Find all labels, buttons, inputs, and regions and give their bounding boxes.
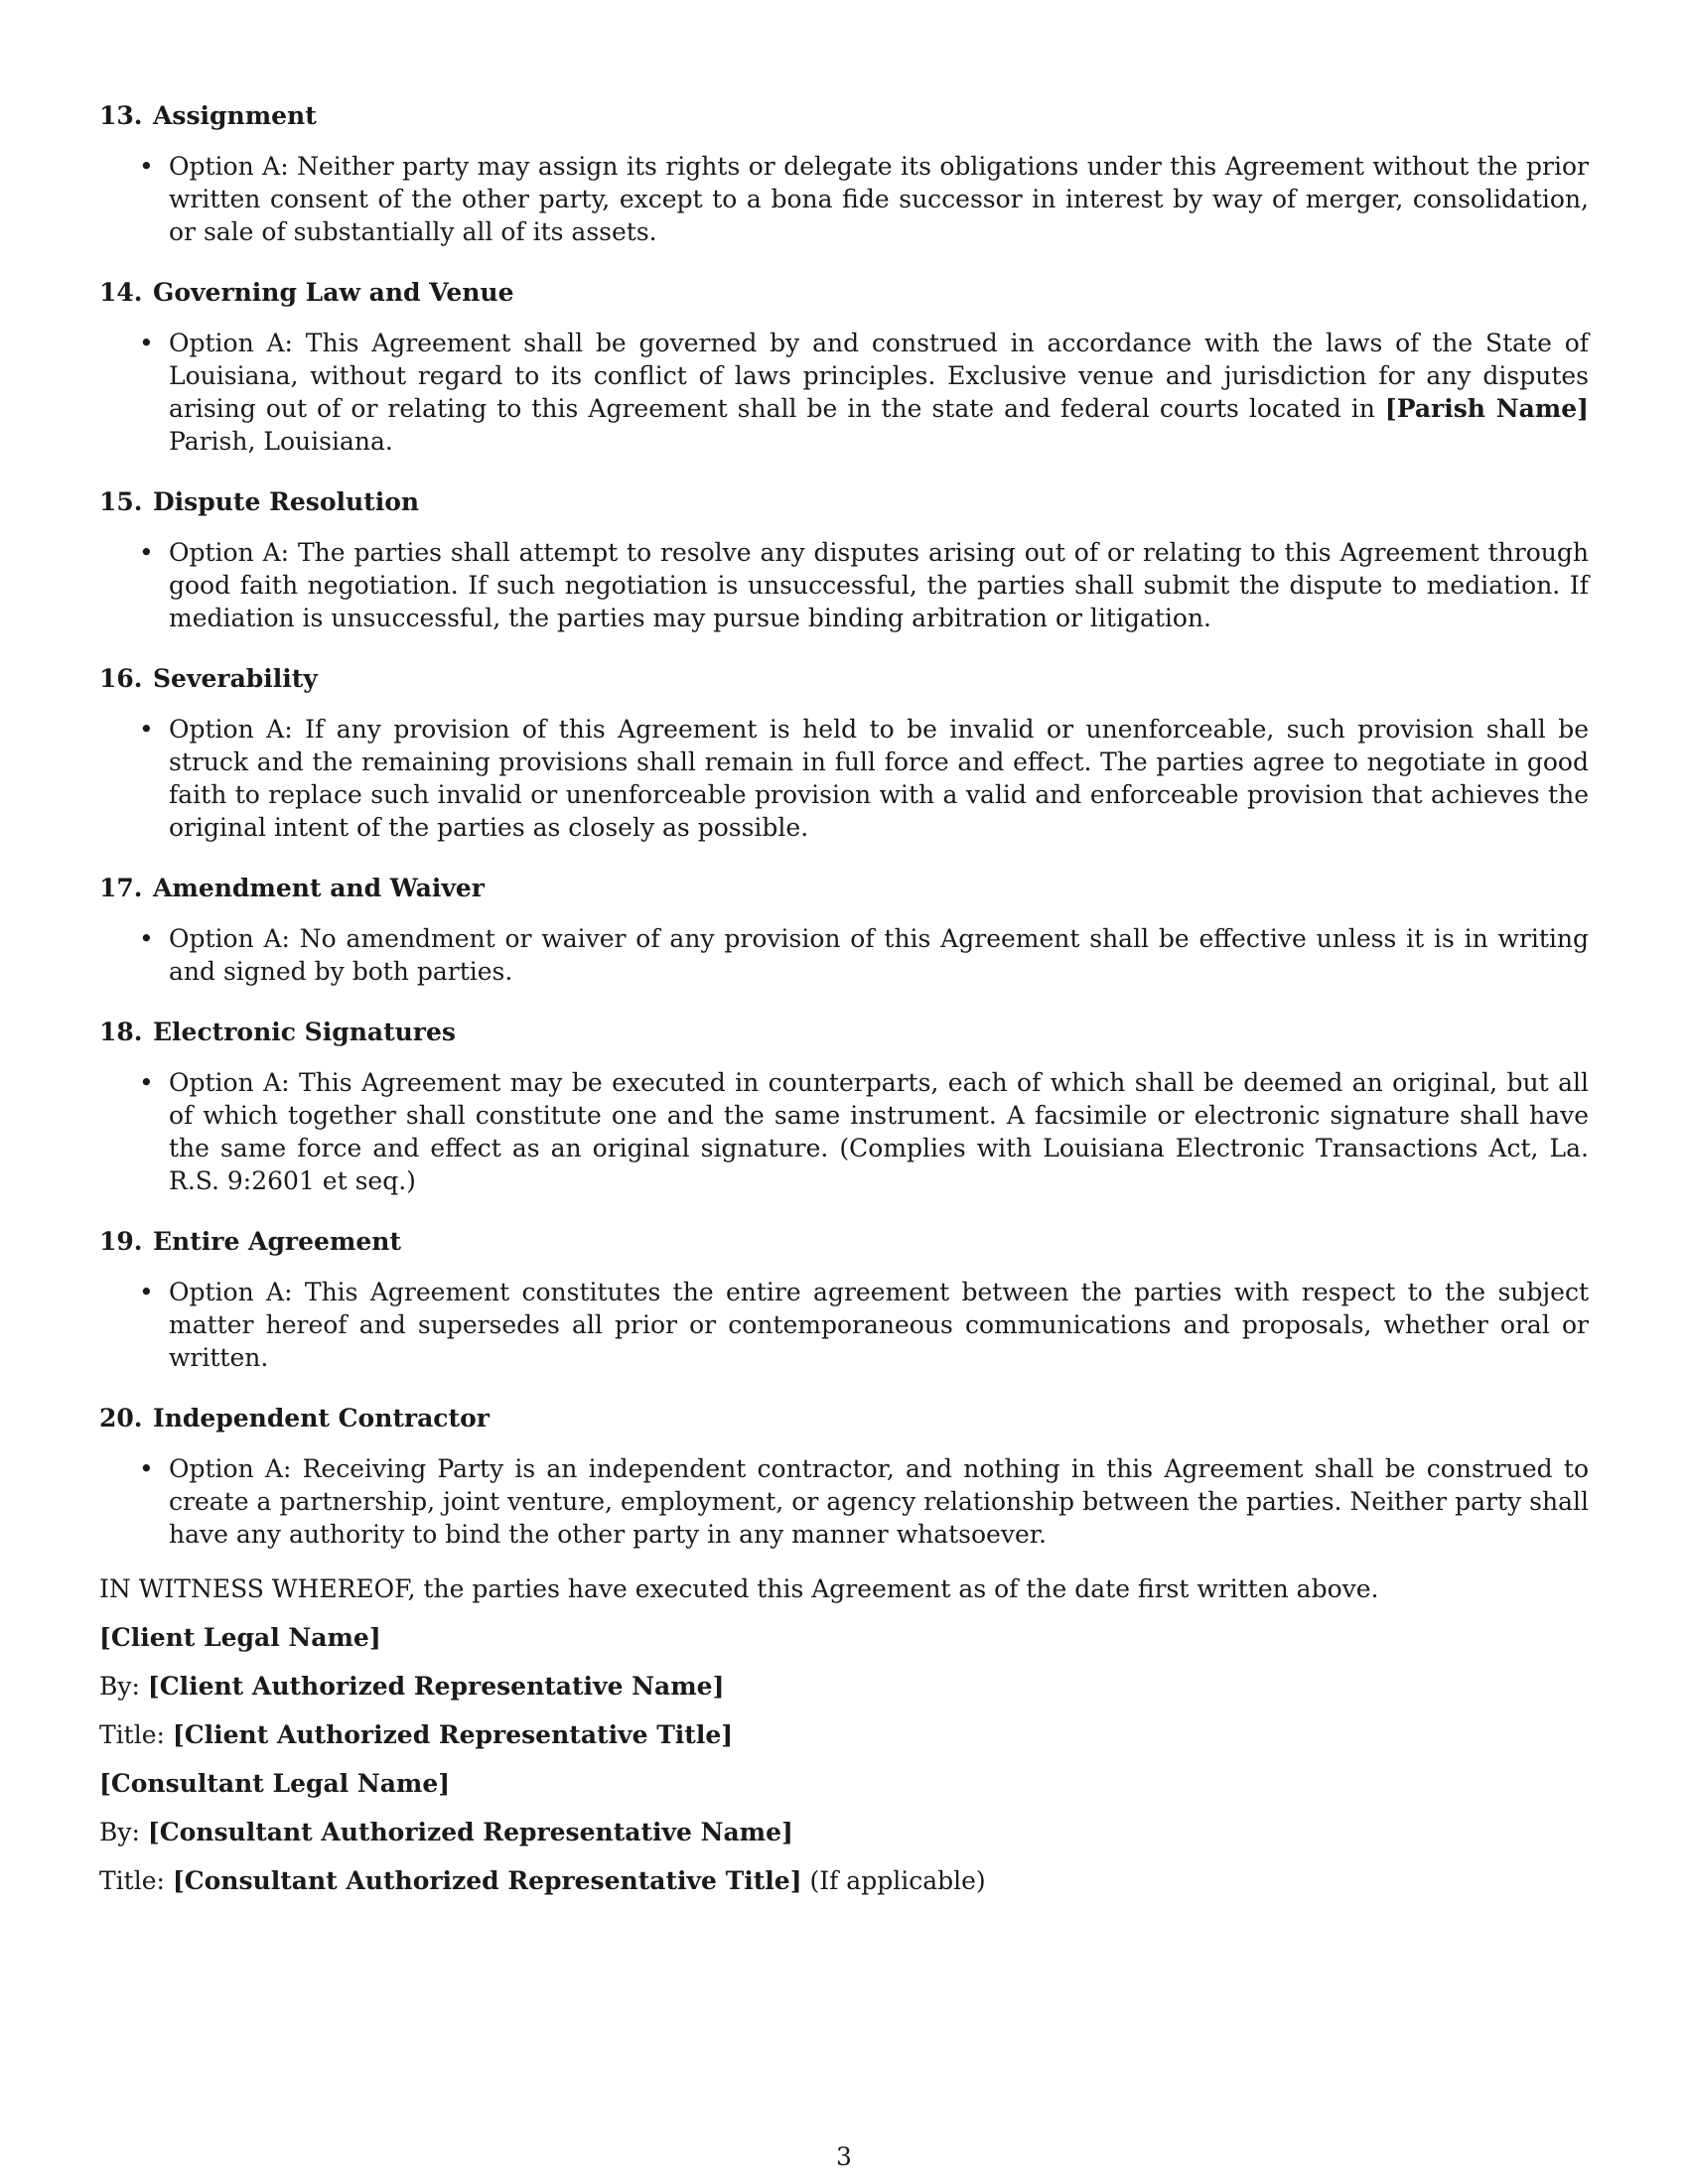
option-list <box>99 1276 1589 1374</box>
option-item: • Option A: No amendment or waiver of any provision of this Agreement shall be effective unless it is in writing and signed by both parties. <box>99 922 1589 988</box>
option-list <box>99 536 1589 634</box>
section-heading: 13. Assignment <box>99 101 317 130</box>
page-number: 3 <box>836 2142 852 2171</box>
option-item: • Option A: This Agreement may be executed in counterparts, each of which shall be deemed an original, but all of which together shall constitute one and the same instrument. A facsimile or electronic signature shall have the same force and effect as an original signature. (Complies with Louisiana Electronic Transactions Act, La. R.S. 9:2601 et seq.) <box>99 1066 1589 1197</box>
section-severability <box>99 662 1589 844</box>
section-dispute-resolution <box>99 485 1589 634</box>
option-list <box>99 1452 1589 1551</box>
consultant-by-line: By: [Consultant Authorized Representative Name] <box>99 1818 793 1846</box>
section-amendment-waiver <box>99 872 1589 988</box>
section-entire-agreement <box>99 1225 1589 1374</box>
document-page <box>99 99 1589 1913</box>
section-assignment <box>99 99 1589 248</box>
client-title-line: Title: [Client Authorized Representative Title] <box>99 1720 734 1749</box>
option-list <box>99 1066 1589 1197</box>
option-item: • Option A: The parties shall attempt to resolve any disputes arising out of or relating to this Agreement through good faith negotiation. If such negotiation is unsuccessful, the parties shall submit the dispute to mediation. If mediation is unsuccessful, the parties may pursue binding arbitration or litigation. <box>99 536 1589 634</box>
option-item: • Option A: This Agreement shall be governed by and construed in accordance with the laws of the State of Louisiana, without regard to its conflict of laws principles. Exclusive venue and jurisdiction for any disputes arising out of or relating to this Agreement shall be in the state and federal courts located in [Parish Name] Parish, Louisiana. <box>99 327 1589 458</box>
option-list <box>99 713 1589 844</box>
option-list <box>99 327 1589 458</box>
section-heading: 18. Electronic Signatures <box>99 1018 456 1046</box>
section-heading: 14. Governing Law and Venue <box>99 278 514 307</box>
section-heading: 16. Severability <box>99 664 318 693</box>
section-heading: 15. Dispute Resolution <box>99 487 420 516</box>
parish-name-placeholder: [Parish Name] <box>1384 394 1589 423</box>
option-item: • Option A: This Agreement constitutes the entire agreement between the parties with respect to the subject matter hereof and supersedes all prior or contemporaneous communications and proposals, whether oral or written. <box>99 1276 1589 1374</box>
section-electronic-signatures <box>99 1016 1589 1197</box>
client-legal-name: [Client Legal Name] <box>99 1623 381 1652</box>
section-heading: 20. Independent Contractor <box>99 1404 490 1433</box>
section-heading: 17. Amendment and Waiver <box>99 874 485 902</box>
option-list <box>99 150 1589 248</box>
option-item: • Option A: If any provision of this Agreement is held to be invalid or unenforceable, such provision shall be struck and the remaining provisions shall remain in full force and effect. The parties agree to negotiate in good faith to replace such invalid or unenforceable provision with a valid and enforceable provision that achieves the original intent of the parties as closely as possible. <box>99 713 1589 844</box>
witness-statement: IN WITNESS WHEREOF, the parties have executed this Agreement as of the date first written above. <box>99 1574 1379 1603</box>
consultant-title-line: Title: [Consultant Authorized Representative Title] (If applicable) <box>99 1866 986 1895</box>
option-item: • Option A: Neither party may assign its rights or delegate its obligations under this Agreement without the prior written consent of the other party, except to a bona fide successor in interest by way of merger, consolidation, or sale of substantially all of its assets. <box>99 150 1589 248</box>
section-governing-law <box>99 276 1589 458</box>
option-list <box>99 922 1589 988</box>
section-heading: 19. Entire Agreement <box>99 1227 401 1256</box>
section-independent-contractor <box>99 1402 1589 1551</box>
option-item: • Option A: Receiving Party is an independent contractor, and nothing in this Agreement shall be construed to create a partnership, joint venture, employment, or agency relationship between the parties. Neither party shall have any authority to bind the other party in any manner whatsoever. <box>99 1452 1589 1551</box>
consultant-legal-name: [Consultant Legal Name] <box>99 1769 451 1798</box>
client-by-line: By: [Client Authorized Representative Name] <box>99 1672 725 1701</box>
